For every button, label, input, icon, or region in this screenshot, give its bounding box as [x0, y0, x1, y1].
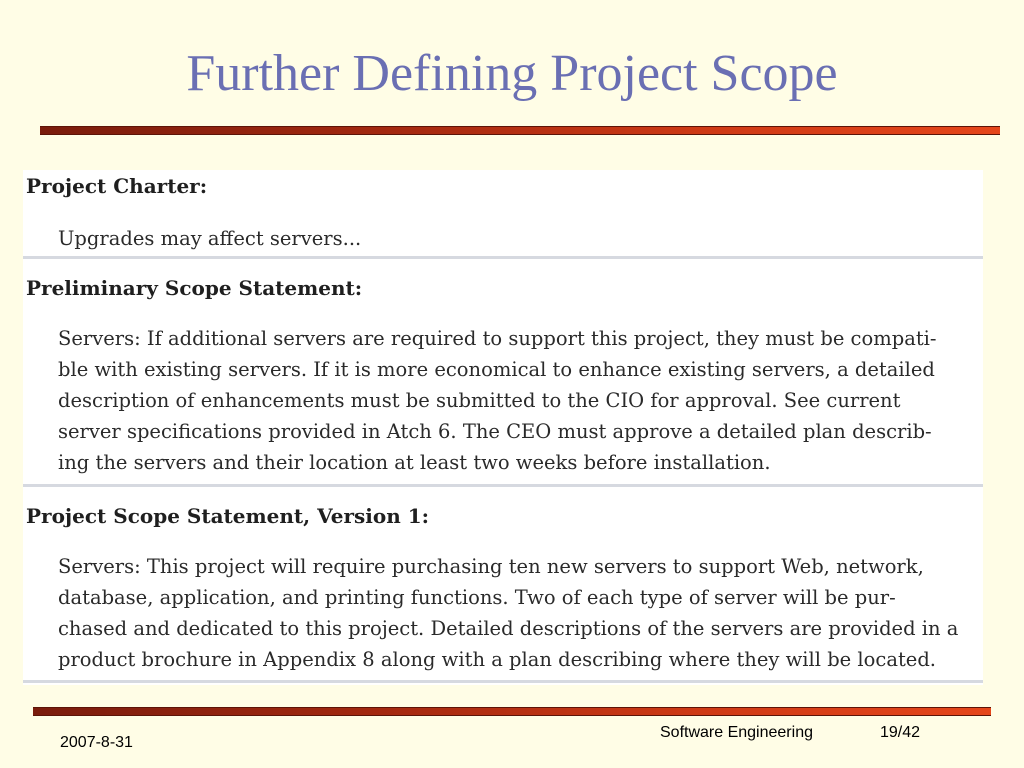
text-line: product brochure in Appendix 8 along with a plan describing where they will be located. [58, 648, 937, 671]
footer-page-number: 19/42 [880, 724, 921, 741]
text-line: database, application, and printing functions. Two of each type of server will be pur- [58, 586, 896, 609]
project-charter-text [58, 223, 361, 254]
preliminary-scope-text [58, 323, 936, 478]
preliminary-scope-heading: Preliminary Scope Statement: [26, 276, 363, 300]
slide-title: Further Defining Project Scope [186, 45, 838, 102]
title-divider-bar [40, 126, 1000, 135]
text-line: Servers: This project will require purchasing ten new servers to support Web, network, [58, 555, 924, 578]
text-line: description of enhancements must be submitted to the CIO for approval. See current [58, 389, 901, 412]
scope-statements-panel [23, 170, 983, 685]
text-line: ing the servers and their location at least two weeks before installation. [58, 451, 771, 474]
section-divider [23, 484, 983, 487]
project-charter-heading: Project Charter: [26, 174, 208, 198]
footer-divider-bar [33, 707, 991, 716]
section-divider [23, 256, 983, 259]
project-scope-v1-text [58, 551, 958, 675]
text-line: Servers: If additional servers are required to support this project, they must be compati- [58, 327, 937, 350]
footer-course-name: Software Engineering [660, 724, 813, 741]
text-line: ble with existing servers. If it is more economical to enhance existing servers, a detailed [58, 358, 935, 381]
footer-date: 2007-8-31 [60, 734, 133, 751]
text-line: Upgrades may affect servers... [58, 227, 362, 250]
text-line: server specifications provided in Atch 6. The CEO must approve a detailed plan describ- [58, 420, 932, 443]
text-line: chased and dedicated to this project. Detailed descriptions of the servers are provided in a [58, 617, 959, 640]
section-divider [23, 680, 983, 683]
project-scope-v1-heading: Project Scope Statement, Version 1: [26, 504, 430, 528]
